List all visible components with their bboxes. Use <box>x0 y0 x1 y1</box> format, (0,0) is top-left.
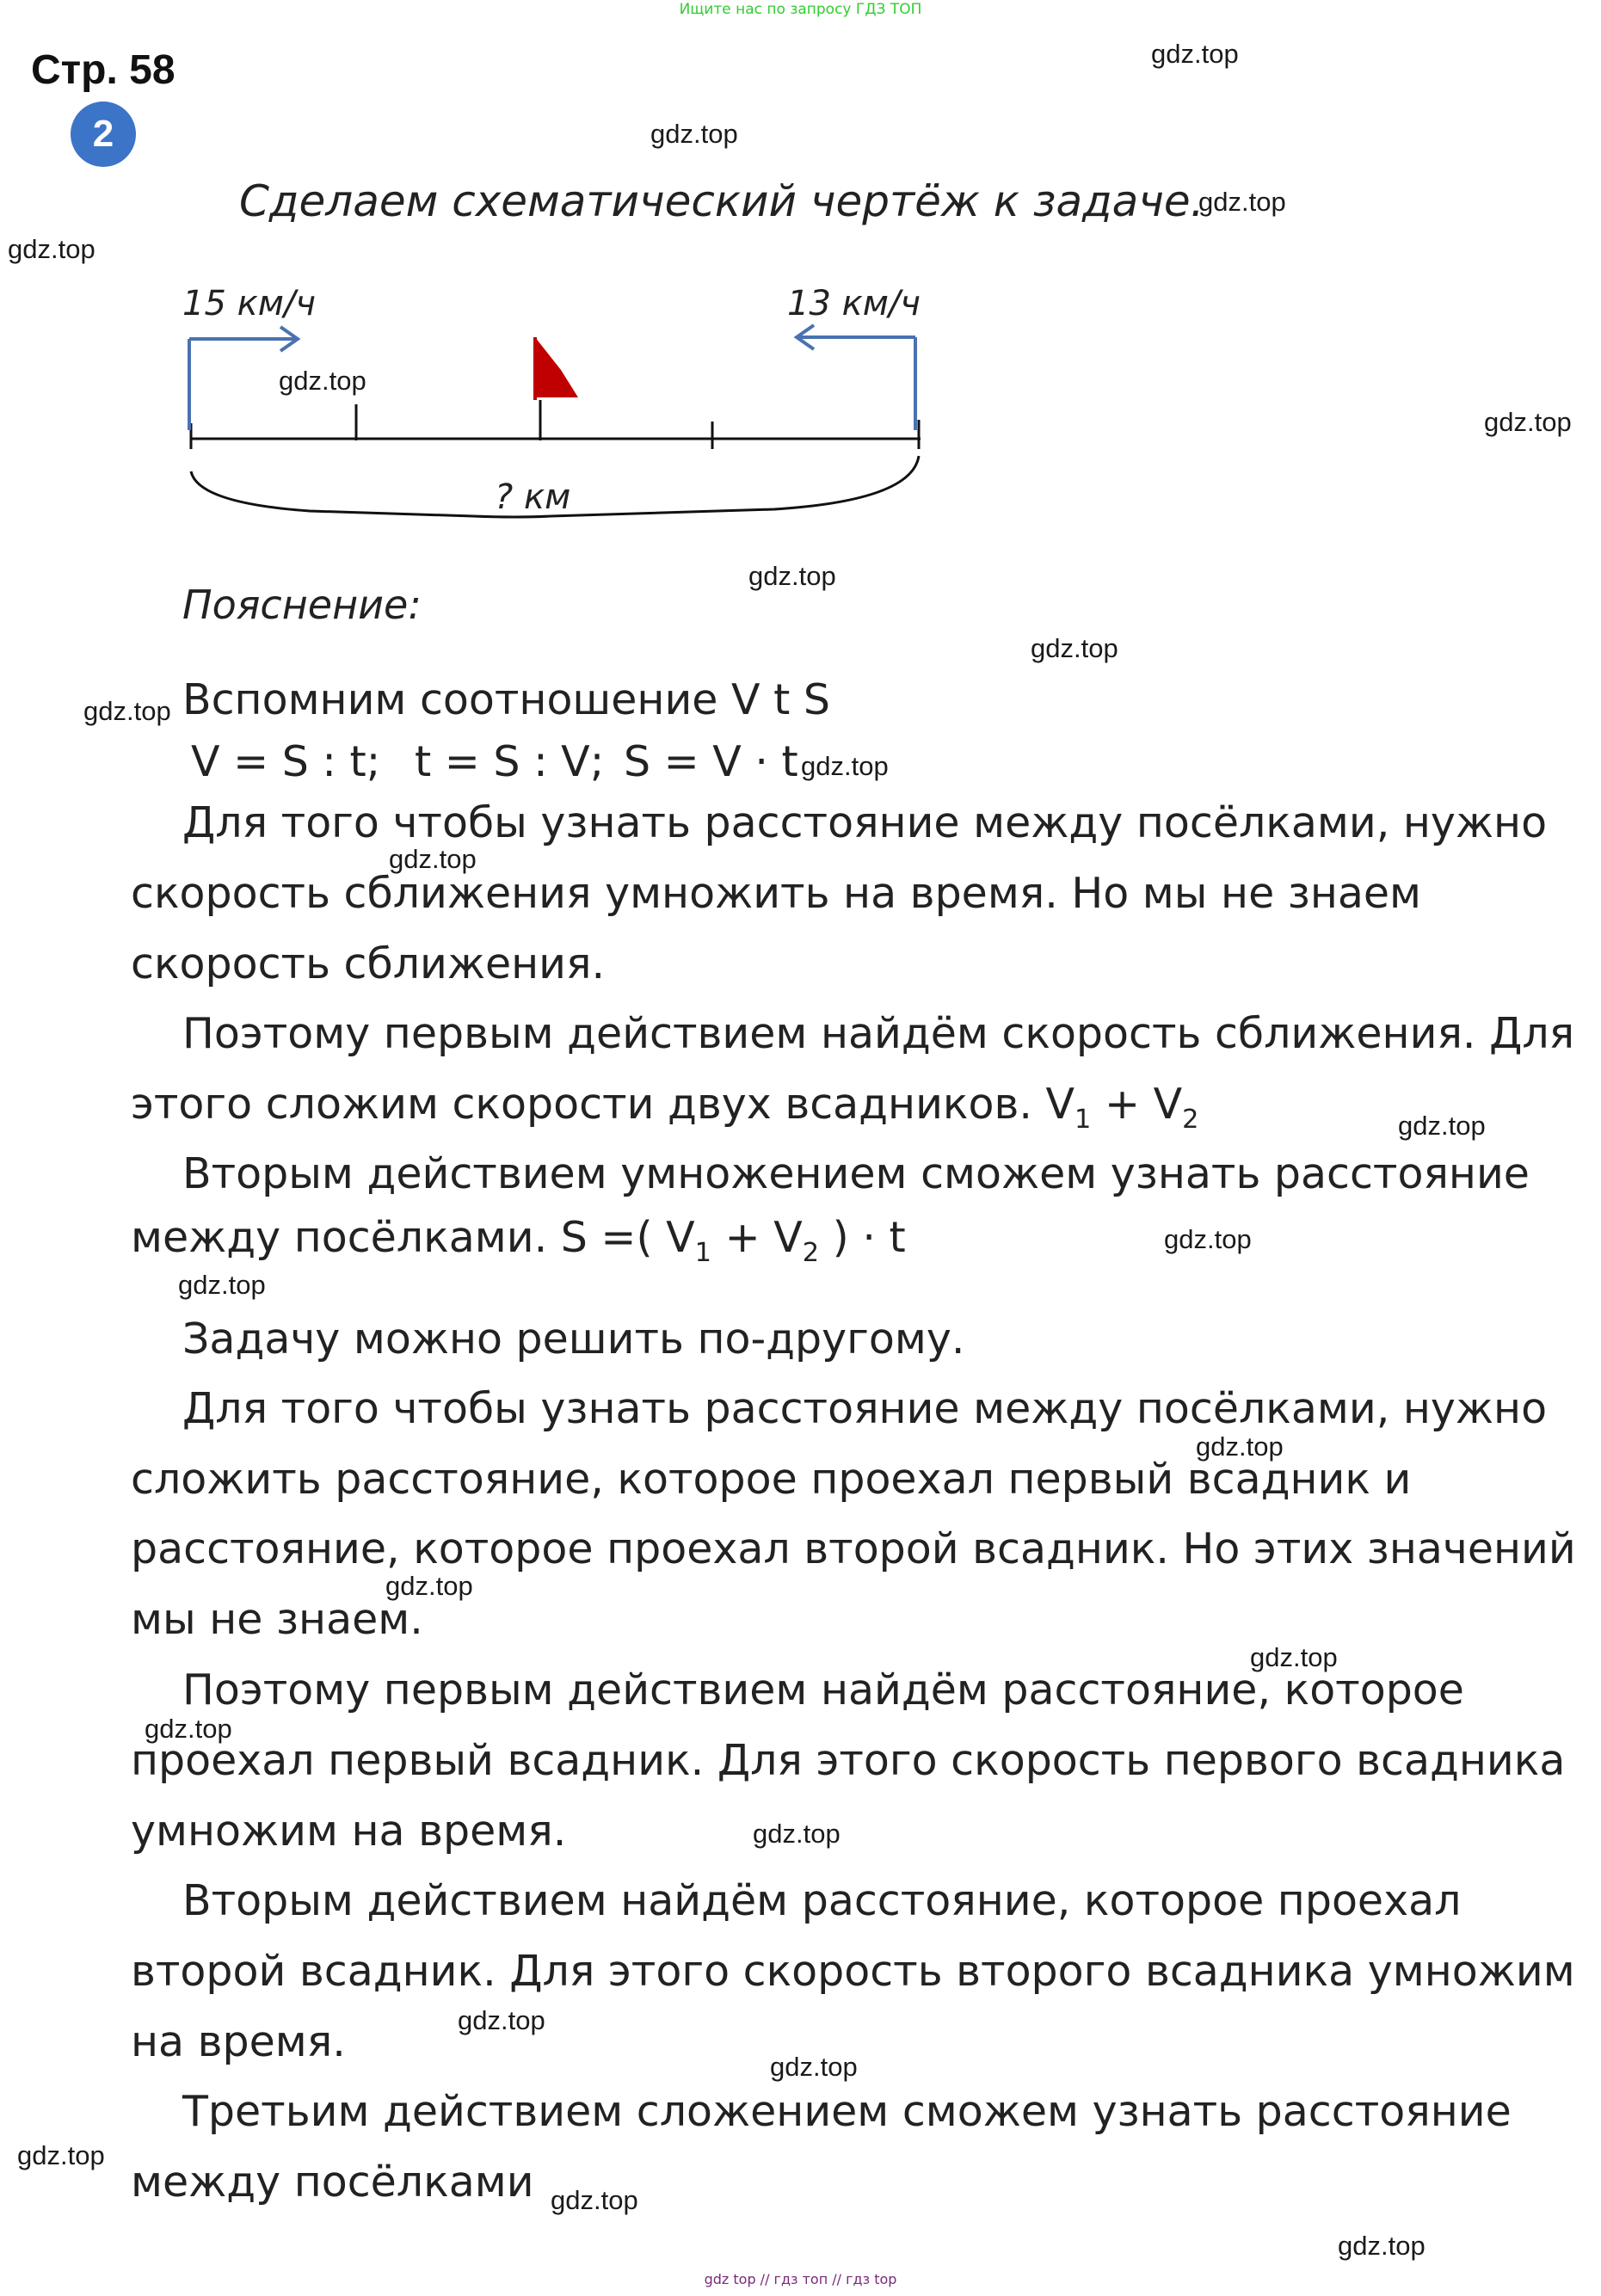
formula-s: S = V · t <box>624 737 798 786</box>
watermark: gdz.top <box>385 1571 473 1601</box>
explanation-label: Пояснение: <box>182 582 422 628</box>
p3-line-a: Вторым действием умножением сможем узнать расстояние <box>182 1149 1530 1198</box>
watermark: gdz.top <box>17 2140 105 2170</box>
p7-line-a: Вторым действием найдём расстояние, которое проехал <box>182 1876 1462 1925</box>
p5-line-a: Для того чтобы узнать расстояние между посёлками, нужно <box>182 1384 1548 1433</box>
distance-label: ? км <box>495 477 571 517</box>
speed-left-label: 15 км/ч <box>182 284 317 323</box>
bottom-banner: gdz top // гдз топ // гдз top <box>704 2271 897 2287</box>
p8-line-b: между посёлками <box>131 2158 534 2207</box>
p1-line-b: скорость сближения умножить на время. Но мы не знаем <box>131 869 1422 918</box>
flag-icon <box>535 337 578 400</box>
p7-line-c: на время. <box>131 2017 346 2066</box>
speed-right-label: 13 км/ч <box>787 284 921 323</box>
watermark: gdz.top <box>1398 1111 1486 1141</box>
p4-line: Задачу можно решить по-другому. <box>182 1314 965 1363</box>
p5-line-c: расстояние, которое проехал второй всадник. Но этих значений <box>131 1524 1576 1573</box>
p2-line-a: Поэтому первым действием найдём скорость сближения. Для <box>182 1009 1575 1058</box>
watermark: gdz.top <box>389 844 477 874</box>
watermark: gdz.top <box>650 119 738 149</box>
p6-line-c: умножим на время. <box>131 1807 567 1856</box>
p1-line-a: Для того чтобы узнать расстояние между посёлками, нужно <box>182 798 1548 847</box>
p8-line-a: Третьим действием сложением сможем узнать расстояние <box>182 2087 1512 2136</box>
watermark: gdz.top <box>1164 1224 1252 1254</box>
watermark: gdz.top <box>1196 1431 1284 1462</box>
watermark: gdz.top <box>83 696 171 726</box>
flag-shape <box>535 337 578 397</box>
watermark: gdz.top <box>551 2185 638 2215</box>
p6-line-b: проехал первый всадник. Для этого скорость первого всадника <box>131 1736 1566 1785</box>
watermark: gdz.top <box>753 1819 841 1849</box>
page-title: Стр. 58 <box>31 47 175 93</box>
top-banner: Ищите нас по запросу ГДЗ ТОП <box>679 1 922 18</box>
heading: Сделаем схематический чертёж к задаче. <box>239 176 1204 226</box>
watermark: gdz.top <box>1198 187 1286 217</box>
p7-line-b: второй всадник. Для этого скорость второго всадника умножим <box>131 1947 1575 1996</box>
right-arrow-icon <box>797 325 915 430</box>
watermark: gdz.top <box>178 1270 266 1300</box>
p1-line-c: скорость сближения. <box>131 939 606 988</box>
watermark: gdz.top <box>279 366 366 396</box>
watermark: gdz.top <box>801 751 889 781</box>
watermark: gdz.top <box>1250 1642 1338 1672</box>
p5-line-b: сложить расстояние, которое проехал первый всадник и <box>131 1455 1412 1504</box>
p5-line-d: мы не знаем. <box>131 1595 423 1644</box>
p6-line-a: Поэтому первым действием найдём расстояние, которое <box>182 1665 1464 1714</box>
watermark: gdz.top <box>458 2005 545 2035</box>
watermark: gdz.top <box>8 234 95 264</box>
formula-t: t = S : V; <box>415 737 605 786</box>
formula-v: V = S : t; <box>191 737 381 786</box>
watermark: gdz.top <box>770 2052 858 2082</box>
watermark: gdz.top <box>1031 633 1118 663</box>
watermark: gdz.top <box>145 1714 232 1744</box>
watermark: gdz.top <box>1338 2231 1426 2261</box>
watermark: gdz.top <box>1151 39 1239 69</box>
p2-line-b: этого сложим скорости двух всадников. $V_1 + V_2$ <box>131 1080 1199 1135</box>
relation-line: Вспомним соотношение V t S <box>182 675 830 724</box>
watermark: gdz.top <box>748 561 836 591</box>
watermark: gdz.top <box>1484 407 1572 437</box>
p3-line-b: между посёлками. S =( $V_1 + V_2$ ) · t <box>131 1213 906 1268</box>
task-number-badge: 2 <box>71 102 136 167</box>
